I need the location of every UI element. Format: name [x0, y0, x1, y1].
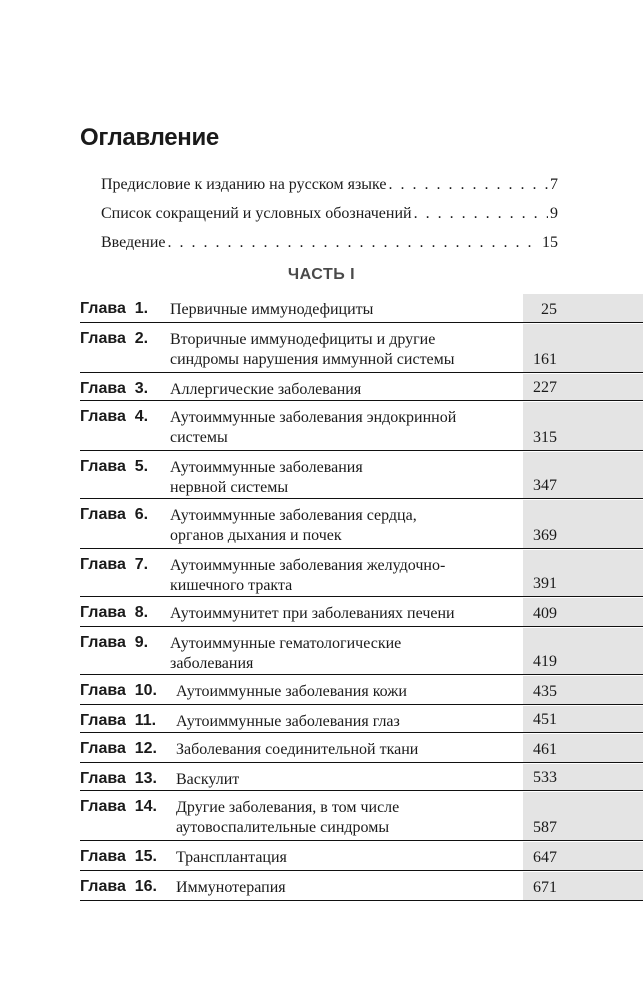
- dot-leader: [168, 234, 541, 252]
- chapter-label: Глава 1.: [80, 300, 149, 317]
- chapter-label: Глава 8.: [80, 604, 149, 621]
- front-matter-page: 9: [550, 205, 558, 222]
- front-matter-title: Предисловие к изданию на русском языке: [101, 176, 387, 193]
- chapter-title-line: органов дыхания и почек: [170, 527, 342, 544]
- chapter-page: 227: [533, 379, 557, 396]
- front-matter-page: 7: [550, 176, 558, 193]
- chapter-title-line: аутовоспалительные синдромы: [176, 819, 390, 836]
- chapter-page: 533: [533, 769, 557, 786]
- front-matter-item[interactable]: [101, 234, 558, 256]
- part-heading: ЧАСТЬ I: [287, 266, 356, 283]
- chapter-title-line: Аллергические заболевания: [170, 381, 362, 398]
- chapter-label: Глава 6.: [80, 506, 149, 523]
- chapter-title: [170, 506, 520, 546]
- chapter-row[interactable]: [80, 402, 643, 451]
- chapter-page: 347: [533, 477, 557, 494]
- chapter-label: Глава 2.: [80, 330, 149, 347]
- chapter-page: 435: [533, 683, 557, 700]
- chapter-label: Глава 14.: [80, 798, 157, 815]
- chapter-title-line: Вторичные иммунодефициты и другие: [170, 331, 436, 348]
- front-matter-title: Введение: [101, 234, 166, 251]
- chapter-page: 587: [533, 819, 557, 836]
- chapter-title: [170, 380, 520, 400]
- chapter-title-line: нервной системы: [170, 479, 289, 496]
- dot-leader: [388, 176, 548, 194]
- chapter-title: [170, 634, 520, 674]
- chapter-title-line: Аутоиммунные заболевания желудочно-: [170, 557, 446, 574]
- chapter-title: [176, 770, 526, 790]
- chapter-row[interactable]: [80, 452, 643, 499]
- front-matter-item[interactable]: [101, 176, 558, 198]
- chapter-title: [176, 740, 526, 760]
- chapter-title-line: Первичные иммунодефициты: [170, 301, 374, 318]
- chapter-row[interactable]: [80, 706, 643, 733]
- chapter-title-line: кишечного тракта: [170, 577, 293, 594]
- chapter-title-line: Иммунотерапия: [176, 879, 286, 896]
- chapter-title: [176, 848, 526, 868]
- chapter-title-line: Аутоиммунные заболевания: [170, 459, 363, 476]
- chapter-title: [170, 604, 520, 624]
- chapter-row[interactable]: [80, 374, 643, 401]
- chapter-row[interactable]: [80, 842, 643, 871]
- chapter-row[interactable]: [80, 550, 643, 597]
- chapter-title-line: Аутоиммунные заболевания эндокринной: [170, 409, 457, 426]
- chapter-page: 315: [533, 429, 557, 446]
- chapter-title: [170, 330, 520, 370]
- chapter-row[interactable]: [80, 676, 643, 705]
- chapter-row[interactable]: [80, 324, 643, 373]
- chapter-title-line: Аутоиммунитет при заболеваниях печени: [170, 605, 455, 622]
- chapter-title: [176, 878, 526, 898]
- chapter-row[interactable]: [80, 500, 643, 549]
- chapter-page: 25: [541, 301, 557, 318]
- chapter-title-line: Другие заболевания, в том числе: [176, 799, 400, 816]
- chapter-page: 369: [533, 527, 557, 544]
- chapter-page: 161: [533, 351, 557, 368]
- chapter-title: [170, 300, 520, 320]
- dot-leader: [414, 205, 548, 223]
- page-title: Оглавление: [80, 124, 219, 151]
- front-matter-title: Список сокращений и условных обозначений: [101, 205, 412, 222]
- chapter-label: Глава 7.: [80, 556, 149, 573]
- chapter-title-line: заболевания: [170, 655, 254, 672]
- chapter-label: Глава 13.: [80, 770, 157, 787]
- chapter-row[interactable]: [80, 872, 643, 901]
- chapter-row[interactable]: [80, 598, 643, 627]
- chapter-page: 409: [533, 605, 557, 622]
- chapter-page: 671: [533, 879, 557, 896]
- chapter-page: 419: [533, 653, 557, 670]
- chapter-title: [170, 556, 520, 596]
- chapter-title-line: Аутоиммунные заболевания кожи: [176, 683, 407, 700]
- chapter-title-line: системы: [170, 429, 228, 446]
- chapter-label: Глава 9.: [80, 634, 149, 651]
- chapter-page: 461: [533, 741, 557, 758]
- chapter-label: Глава 12.: [80, 740, 157, 757]
- chapter-row[interactable]: [80, 294, 643, 323]
- chapter-title-line: Аутоиммунные заболевания сердца,: [170, 507, 417, 524]
- chapter-title: [176, 682, 526, 702]
- chapter-label: Глава 3.: [80, 380, 149, 397]
- chapter-title-line: Васкулит: [176, 771, 240, 788]
- chapter-row[interactable]: [80, 628, 643, 675]
- chapter-label: Глава 11.: [80, 712, 157, 729]
- chapter-title-line: синдромы нарушения иммунной системы: [170, 351, 455, 368]
- chapter-label: Глава 5.: [80, 458, 149, 475]
- chapter-label: Глава 4.: [80, 408, 149, 425]
- chapter-page: 391: [533, 575, 557, 592]
- chapter-title-line: Аутоиммунные гематологические: [170, 635, 402, 652]
- front-matter-page: 15: [542, 234, 558, 251]
- chapter-title: [170, 458, 520, 498]
- chapter-title-line: Заболевания соединительной ткани: [176, 741, 419, 758]
- chapter-title-line: Трансплантация: [176, 849, 287, 866]
- chapter-row[interactable]: [80, 792, 643, 841]
- chapter-title: [176, 712, 526, 732]
- front-matter-item[interactable]: [101, 205, 558, 227]
- chapter-page: 647: [533, 849, 557, 866]
- chapter-title: [176, 798, 526, 838]
- chapter-page: 451: [533, 711, 557, 728]
- chapter-title: [170, 408, 520, 448]
- chapter-label: Глава 15.: [80, 848, 157, 865]
- chapter-title-line: Аутоиммунные заболевания глаз: [176, 713, 400, 730]
- chapter-row[interactable]: [80, 734, 643, 763]
- chapter-row[interactable]: [80, 764, 643, 791]
- chapter-label: Глава 10.: [80, 682, 157, 699]
- chapter-label: Глава 16.: [80, 878, 157, 895]
